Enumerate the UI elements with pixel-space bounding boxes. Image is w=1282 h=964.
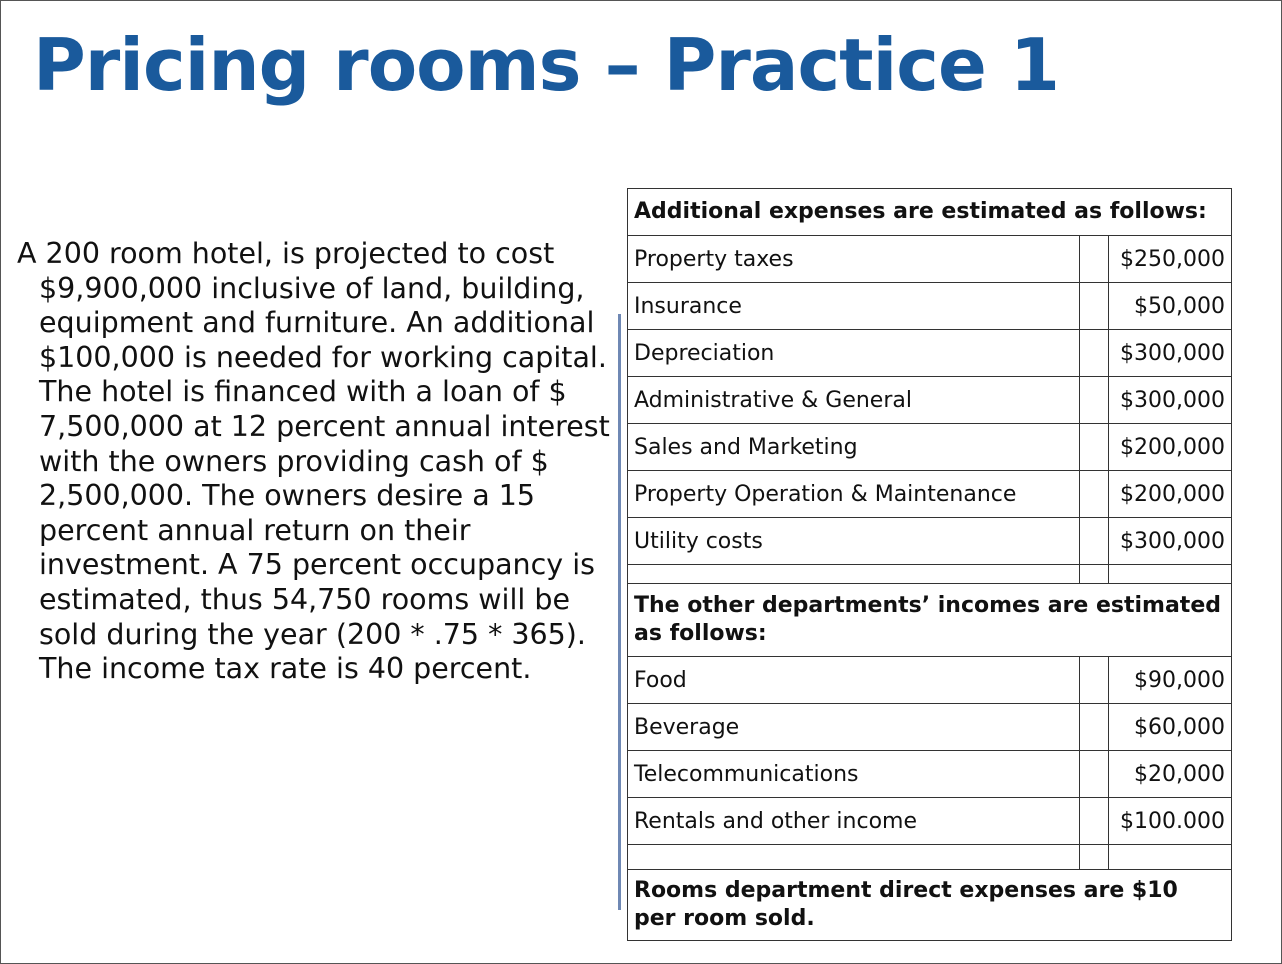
income-header-row [628,584,1232,657]
expense-amount: $300,000 [1109,518,1232,565]
expense-label: Property Operation & Maintenance [628,471,1080,518]
expense-amount: $200,000 [1109,471,1232,518]
income-header: The other departments’ incomes are estimated as follows: [628,584,1232,657]
income-amount: $90,000 [1109,657,1232,704]
expense-label: Sales and Marketing [628,424,1080,471]
table-row [628,330,1232,377]
table-row [628,704,1232,751]
spacer-row [628,845,1232,870]
expense-label: Utility costs [628,518,1080,565]
expenses-header-row [628,189,1232,236]
expense-label: Property taxes [628,236,1080,283]
income-label: Rentals and other income [628,798,1080,845]
expense-label: Administrative & General [628,377,1080,424]
income-amount: $20,000 [1109,751,1232,798]
table-row [628,798,1232,845]
table-row [628,283,1232,330]
income-label: Telecommunications [628,751,1080,798]
expense-label: Insurance [628,283,1080,330]
rooms-expense-note: Rooms department direct expenses are $10 per room sold. [628,870,1232,941]
expense-amount: $300,000 [1109,377,1232,424]
income-amount: $100.000 [1109,798,1232,845]
divider-line [618,314,621,910]
table-row [628,751,1232,798]
expense-amount: $50,000 [1109,283,1232,330]
spacer-row [628,565,1232,584]
problem-description: A 200 room hotel, is projected to cost $9,900,000 inclusive of land, building, equipment and furniture. An additional $100,000 is needed for working capital. The hotel is financed with a loan of $ 7,500,000 at 12 percent annual interest with the owners providing cash of $ 2,500,000. The owners desire a 15 percent annual return on their investment. A 75 percent occupancy is estimated, thus 54,750 rooms will be sold during the year (200 * .75 * 365). The income tax rate is 40 percent. [17,237,610,686]
table-row [628,471,1232,518]
expense-amount: $250,000 [1109,236,1232,283]
income-label: Food [628,657,1080,704]
expense-label: Depreciation [628,330,1080,377]
table-row [628,518,1232,565]
footer-row [628,870,1232,941]
income-label: Beverage [628,704,1080,751]
expenses-header: Additional expenses are estimated as follows: [628,189,1232,236]
table-row [628,377,1232,424]
table-row [628,657,1232,704]
table-row [628,236,1232,283]
table-row [628,424,1232,471]
slide-title: Pricing rooms – Practice 1 [33,23,1059,107]
estimates-table [627,188,1232,941]
expense-amount: $300,000 [1109,330,1232,377]
income-amount: $60,000 [1109,704,1232,751]
expense-amount: $200,000 [1109,424,1232,471]
